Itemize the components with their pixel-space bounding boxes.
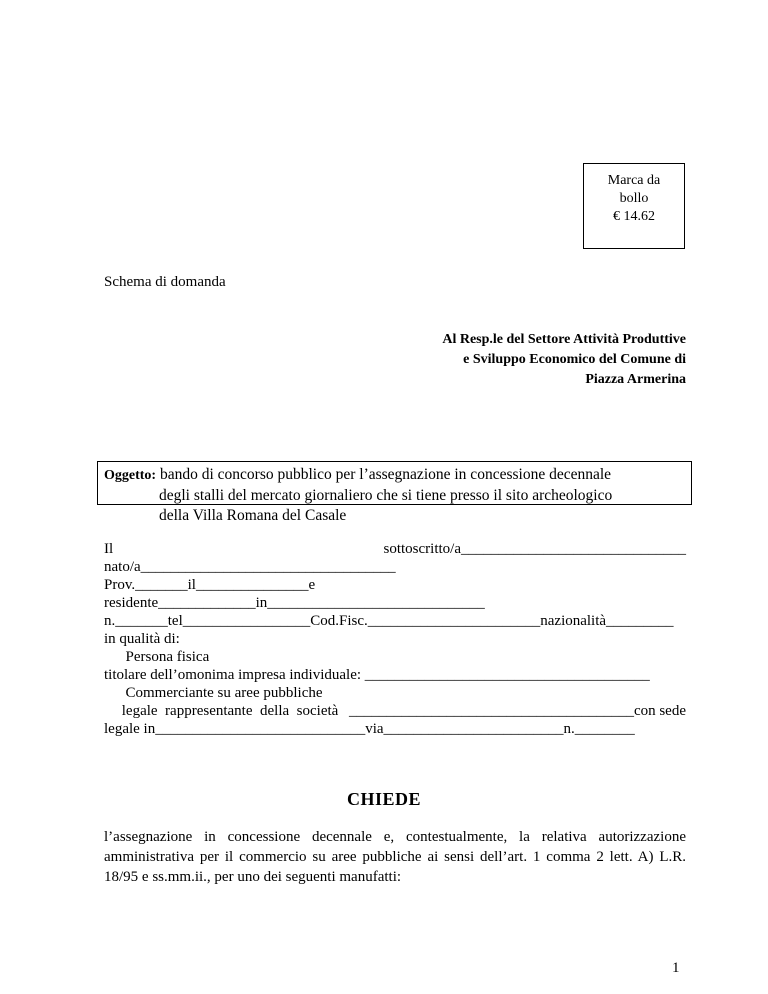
option-commerciante[interactable] (104, 684, 686, 702)
form-row-signer (104, 540, 686, 558)
form-field-contacts[interactable]: n._______tel_________________Cod.Fisc._______________________nazionalità_________ (104, 613, 674, 629)
form-label-capacity: in qualità di: (104, 631, 180, 647)
option-legale-rappresentante[interactable] (104, 702, 686, 720)
form-field-company[interactable]: ______________________________________con sede (348, 703, 686, 719)
request-paragraph: l’assegnazione in concessione decennale e, contestualmente, la relativa autorizzazione amministrativa per il commercio su aree pubbliche ai sensi dell’art. 1 comma 2 lett. A) L.R. 18/95 e ss.mm.ii., per uno dei seguenti manufatti: (104, 829, 686, 885)
subject-line: degli stalli del mercato giornaliero che si tiene presso il sito archeologico (159, 487, 613, 504)
option-label: legale rappresentante della società (118, 703, 339, 719)
applicant-form (104, 540, 686, 738)
stamp-amount: € 14.62 (613, 209, 655, 224)
stamp-line: Marca da (607, 173, 661, 188)
recipient-block (442, 330, 686, 390)
form-field-signer[interactable]: sottoscritto/a______________________________ (383, 541, 686, 557)
subject-line: della Villa Romana del Casale (159, 507, 347, 524)
form-field-province-date[interactable]: Prov._______il_______________e (104, 577, 316, 593)
form-field-individual-company[interactable]: titolare dell’omonima impresa individuale: ______________________________________ (104, 667, 650, 683)
subject-box (97, 461, 692, 524)
recipient-line: e Sviluppo Economico del Comune di (463, 352, 686, 367)
schema-title: Schema di domanda (104, 274, 226, 290)
stamp-line: bollo (619, 191, 649, 206)
form-label: Il (104, 541, 114, 557)
revenue-stamp-box (583, 163, 685, 249)
option-label: Persona fisica (118, 649, 210, 665)
recipient-line: Al Resp.le del Settore Attività Produttive (442, 332, 686, 347)
page-number: 1 (672, 960, 680, 976)
recipient-line: Piazza Armerina (585, 372, 686, 387)
option-persona-fisica[interactable] (104, 648, 686, 666)
form-field-birthplace[interactable]: nato/a__________________________________ (104, 559, 396, 575)
subject-label: Oggetto: (104, 468, 157, 483)
subject-line: bando di concorso pubblico per l’assegnazione in concessione decennale (156, 466, 612, 483)
form-field-legal-address[interactable]: legale in____________________________via________________________n.________ (104, 721, 635, 737)
form-field-residence[interactable]: residente_____________in_____________________________ (104, 595, 485, 611)
section-heading: CHIEDE (346, 789, 421, 809)
option-label: Commerciante su aree pubbliche (118, 685, 323, 701)
